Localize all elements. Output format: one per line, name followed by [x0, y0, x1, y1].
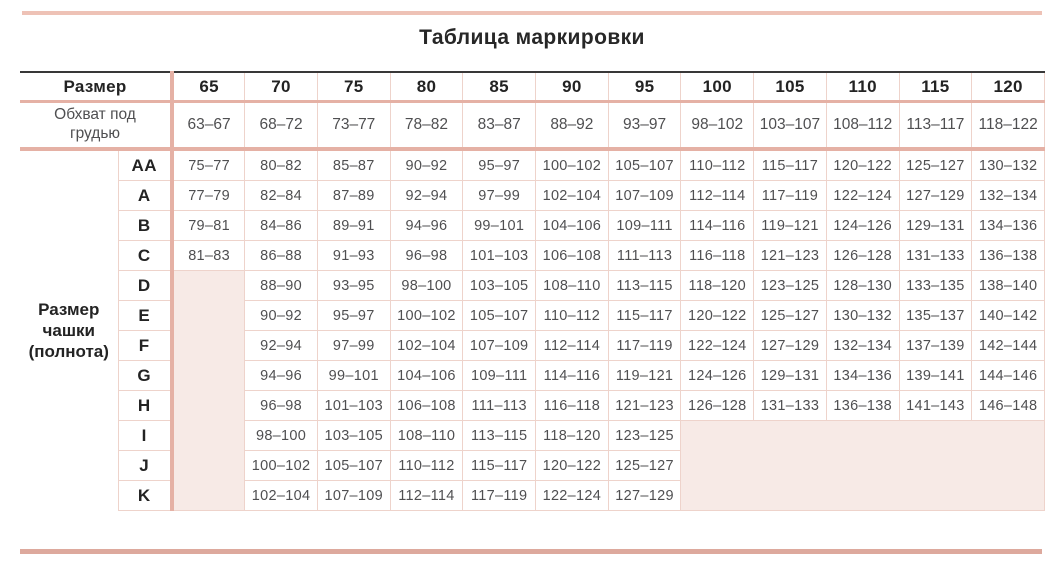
range-cell: 112–114: [681, 181, 754, 211]
range-cell: 107–109: [608, 181, 681, 211]
range-cell: 89–91: [317, 211, 390, 241]
range-cell: 99–101: [317, 361, 390, 391]
range-cell: 125–127: [754, 301, 827, 331]
range-cell: 140–142: [972, 301, 1045, 331]
range-cell: 86–88: [245, 241, 318, 271]
cup-letter-cell: J: [118, 451, 172, 481]
range-cell: 107–109: [317, 481, 390, 511]
range-cell: 133–135: [899, 271, 972, 301]
underbust-range-cell: 78–82: [390, 102, 463, 150]
range-cell: 124–126: [826, 211, 899, 241]
range-cell: 121–123: [608, 391, 681, 421]
range-cell: 102–104: [390, 331, 463, 361]
range-cell: 136–138: [826, 391, 899, 421]
range-cell: 79–81: [172, 211, 245, 241]
range-cell: 130–132: [826, 301, 899, 331]
underbust-range-cell: 68–72: [245, 102, 318, 150]
range-cell: 102–104: [245, 481, 318, 511]
range-cell: 99–101: [463, 211, 536, 241]
range-cell: 113–115: [463, 421, 536, 451]
empty-cell: [172, 271, 245, 511]
range-cell: 106–108: [536, 241, 609, 271]
cup-row: [20, 149, 1045, 181]
range-cell: 123–125: [754, 271, 827, 301]
underbust-range-cell: 83–87: [463, 102, 536, 150]
range-cell: 128–130: [826, 271, 899, 301]
range-cell: 139–141: [899, 361, 972, 391]
range-cell: 84–86: [245, 211, 318, 241]
range-cell: 126–128: [681, 391, 754, 421]
range-cell: 77–79: [172, 181, 245, 211]
range-cell: 104–106: [536, 211, 609, 241]
range-cell: 131–133: [899, 241, 972, 271]
range-cell: 93–95: [317, 271, 390, 301]
range-cell: 97–99: [463, 181, 536, 211]
range-cell: 136–138: [972, 241, 1045, 271]
range-cell: 112–114: [536, 331, 609, 361]
range-cell: 110–112: [536, 301, 609, 331]
top-divider: [22, 11, 1042, 15]
range-cell: 122–124: [681, 331, 754, 361]
cup-letter-cell: B: [118, 211, 172, 241]
size-column-header: 120: [972, 72, 1045, 102]
cup-row: [20, 211, 1045, 241]
range-cell: 121–123: [754, 241, 827, 271]
range-cell: 115–117: [463, 451, 536, 481]
range-cell: 90–92: [390, 149, 463, 181]
range-cell: 88–90: [245, 271, 318, 301]
empty-cell: [681, 421, 1045, 511]
range-cell: 127–129: [754, 331, 827, 361]
range-cell: 127–129: [899, 181, 972, 211]
range-cell: 132–134: [826, 331, 899, 361]
range-cell: 141–143: [899, 391, 972, 421]
size-column-header: 115: [899, 72, 972, 102]
size-column-header: 95: [608, 72, 681, 102]
page-title: Таблица маркировки: [419, 26, 645, 49]
cup-row: [20, 181, 1045, 211]
range-cell: 107–109: [463, 331, 536, 361]
range-cell: 124–126: [681, 361, 754, 391]
range-cell: 110–112: [681, 149, 754, 181]
range-cell: 127–129: [608, 481, 681, 511]
underbust-range-cell: 63–67: [172, 102, 245, 150]
range-cell: 108–110: [536, 271, 609, 301]
range-cell: 106–108: [390, 391, 463, 421]
underbust-range-cell: 118–122: [972, 102, 1045, 150]
range-cell: 100–102: [390, 301, 463, 331]
range-cell: 111–113: [463, 391, 536, 421]
range-cell: 100–102: [536, 149, 609, 181]
bottom-divider: [20, 549, 1042, 554]
range-cell: 123–125: [608, 421, 681, 451]
range-cell: 142–144: [972, 331, 1045, 361]
range-cell: 98–100: [390, 271, 463, 301]
range-cell: 94–96: [245, 361, 318, 391]
range-cell: 111–113: [608, 241, 681, 271]
size-column-header: 80: [390, 72, 463, 102]
size-column-header: 75: [317, 72, 390, 102]
range-cell: 103–105: [317, 421, 390, 451]
range-cell: 95–97: [317, 301, 390, 331]
range-cell: 87–89: [317, 181, 390, 211]
size-column-header: 110: [826, 72, 899, 102]
cup-size-label: [20, 149, 118, 511]
range-cell: 112–114: [390, 481, 463, 511]
range-cell: 126–128: [826, 241, 899, 271]
range-cell: 98–100: [245, 421, 318, 451]
range-cell: 118–120: [681, 271, 754, 301]
range-cell: 114–116: [536, 361, 609, 391]
range-cell: 110–112: [390, 451, 463, 481]
range-cell: 104–106: [390, 361, 463, 391]
cup-letter-cell: AA: [118, 149, 172, 181]
range-cell: 82–84: [245, 181, 318, 211]
range-cell: 122–124: [826, 181, 899, 211]
underbust-range-cell: 113–117: [899, 102, 972, 150]
range-cell: 116–118: [536, 391, 609, 421]
range-cell: 119–121: [754, 211, 827, 241]
size-column-header: 65: [172, 72, 245, 102]
range-cell: 102–104: [536, 181, 609, 211]
range-cell: 117–119: [754, 181, 827, 211]
underbust-range-cell: 103–107: [754, 102, 827, 150]
range-cell: 135–137: [899, 301, 972, 331]
cup-size-label-text: Размер чашки (полнота): [28, 299, 109, 362]
range-cell: 120–122: [826, 149, 899, 181]
range-cell: 146–148: [972, 391, 1045, 421]
range-cell: 109–111: [463, 361, 536, 391]
range-cell: 138–140: [972, 271, 1045, 301]
cup-letter-cell: A: [118, 181, 172, 211]
range-cell: 91–93: [317, 241, 390, 271]
range-cell: 101–103: [317, 391, 390, 421]
size-row-label: Размер: [20, 72, 172, 102]
cup-letter-cell: E: [118, 301, 172, 331]
cup-letter-cell: G: [118, 361, 172, 391]
range-cell: 96–98: [245, 391, 318, 421]
range-cell: 81–83: [172, 241, 245, 271]
range-cell: 101–103: [463, 241, 536, 271]
range-cell: 85–87: [317, 149, 390, 181]
range-cell: 122–124: [536, 481, 609, 511]
range-cell: 129–131: [754, 361, 827, 391]
cup-letter-cell: F: [118, 331, 172, 361]
range-cell: 109–111: [608, 211, 681, 241]
size-column-header: 100: [681, 72, 754, 102]
range-cell: 108–110: [390, 421, 463, 451]
range-cell: 115–117: [608, 301, 681, 331]
underbust-range-cell: 88–92: [536, 102, 609, 150]
range-cell: 120–122: [681, 301, 754, 331]
range-cell: 120–122: [536, 451, 609, 481]
underbust-range-cell: 73–77: [317, 102, 390, 150]
range-cell: 97–99: [317, 331, 390, 361]
range-cell: 113–115: [608, 271, 681, 301]
range-cell: 131–133: [754, 391, 827, 421]
range-cell: 144–146: [972, 361, 1045, 391]
size-column-header: 90: [536, 72, 609, 102]
range-cell: 105–107: [463, 301, 536, 331]
size-column-header: 105: [754, 72, 827, 102]
size-column-header: 70: [245, 72, 318, 102]
range-cell: 96–98: [390, 241, 463, 271]
range-cell: 130–132: [972, 149, 1045, 181]
range-cell: 92–94: [390, 181, 463, 211]
range-cell: 119–121: [608, 361, 681, 391]
cup-letter-cell: I: [118, 421, 172, 451]
range-cell: 105–107: [608, 149, 681, 181]
cup-row: [20, 271, 1045, 301]
cup-letter-cell: C: [118, 241, 172, 271]
range-cell: 114–116: [681, 211, 754, 241]
size-column-header: 85: [463, 72, 536, 102]
range-cell: 125–127: [899, 149, 972, 181]
cup-letter-cell: K: [118, 481, 172, 511]
range-cell: 134–136: [826, 361, 899, 391]
range-cell: 100–102: [245, 451, 318, 481]
range-cell: 80–82: [245, 149, 318, 181]
cup-letter-cell: H: [118, 391, 172, 421]
range-cell: 117–119: [463, 481, 536, 511]
underbust-row-label: [20, 102, 172, 150]
underbust-row-label-text: Обхват под грудью: [54, 106, 136, 142]
range-cell: 116–118: [681, 241, 754, 271]
underbust-row: [20, 102, 1045, 150]
range-cell: 134–136: [972, 211, 1045, 241]
cup-letter-cell: D: [118, 271, 172, 301]
range-cell: 118–120: [536, 421, 609, 451]
range-cell: 125–127: [608, 451, 681, 481]
range-cell: 129–131: [899, 211, 972, 241]
marking-table: [20, 71, 1045, 511]
range-cell: 105–107: [317, 451, 390, 481]
underbust-range-cell: 93–97: [608, 102, 681, 150]
range-cell: 94–96: [390, 211, 463, 241]
underbust-range-cell: 108–112: [826, 102, 899, 150]
range-cell: 103–105: [463, 271, 536, 301]
range-cell: 117–119: [608, 331, 681, 361]
cup-row: [20, 241, 1045, 271]
range-cell: 75–77: [172, 149, 245, 181]
range-cell: 137–139: [899, 331, 972, 361]
underbust-range-cell: 98–102: [681, 102, 754, 150]
range-cell: 115–117: [754, 149, 827, 181]
range-cell: 92–94: [245, 331, 318, 361]
range-cell: 132–134: [972, 181, 1045, 211]
range-cell: 95–97: [463, 149, 536, 181]
range-cell: 90–92: [245, 301, 318, 331]
size-header-row: [20, 72, 1045, 102]
